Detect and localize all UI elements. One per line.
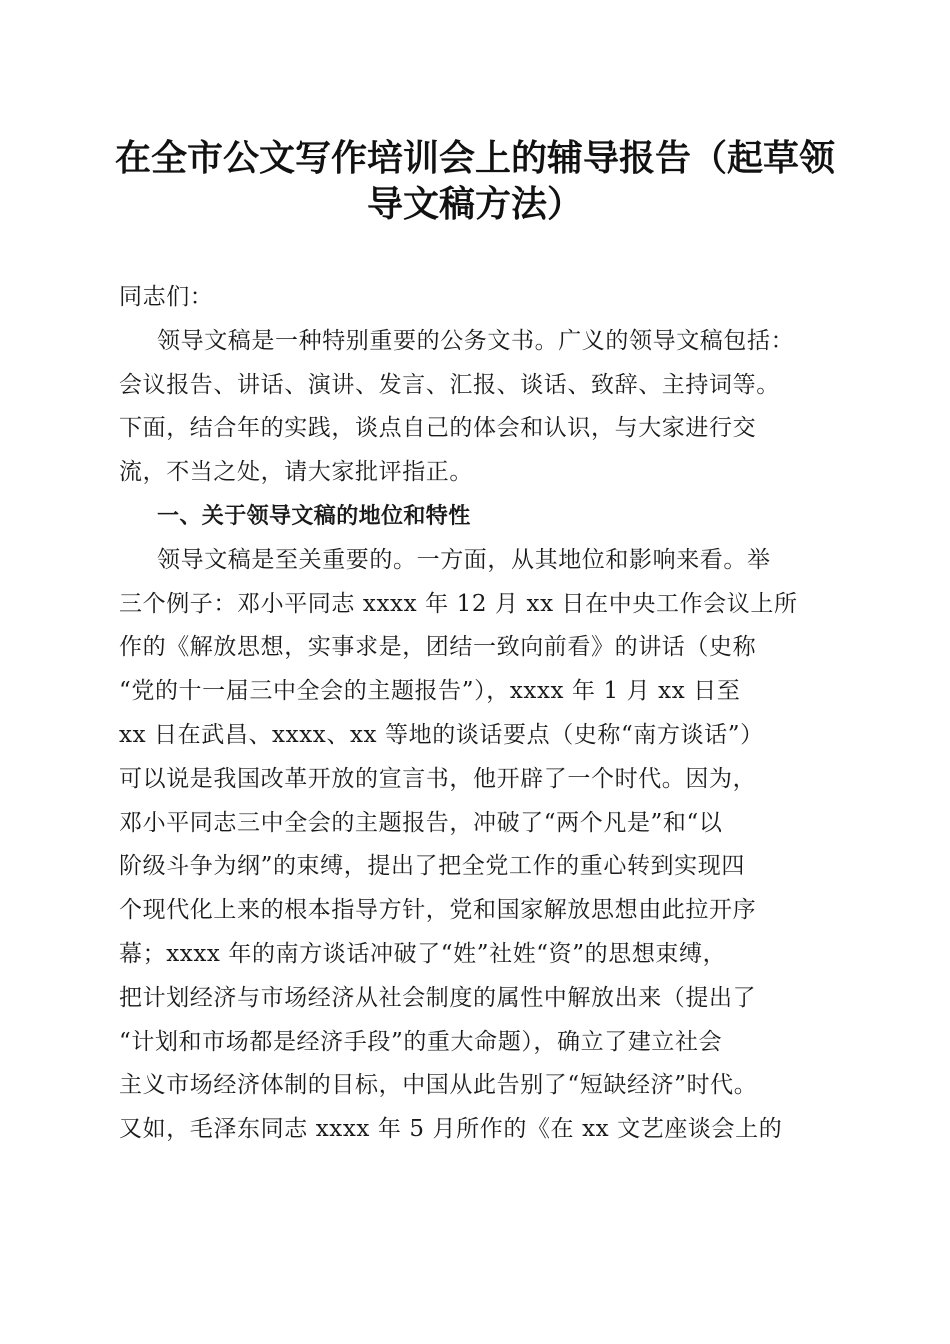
salutation: 同志们： [119,284,214,310]
section-heading: 一、关于领导文稿的地位和特性 [157,503,471,529]
paragraph-line: 幕；xxxx 年的南方谈话冲破了“姓”社姓“资”的思想束缚， [119,940,727,967]
paragraph-line: “计划和市场都是经济手段”的重大命题），确立了建立社会 [119,1028,723,1055]
title-line: 在全市公文写作培训会上的辅导报告（起草领 [114,137,835,179]
paragraph-line: 主义市场经济体制的目标，中国从此告别了“短缺经济”时代。 [119,1072,758,1099]
paragraph-line: 领导文稿是至关重要的。一方面，从其地位和影响来看。举 [157,546,771,573]
paragraph-line: 阶级斗争为纲”的束缚，提出了把全党工作的重心转到实现四 [119,853,745,880]
document-body [119,276,841,1152]
paragraph-line: 邓小平同志三中全会的主题报告，冲破了“两个凡是”和“以 [119,809,723,836]
paragraph-line: 三个例子：邓小平同志 xxxx 年 12 月 xx 日在中央工作会议上所 [119,590,798,617]
paragraph-line: 可以说是我国改革开放的宣言书，他开辟了一个时代。因为， [119,765,757,792]
paragraph-line: xx 日在武昌、xxxx、xx 等地的谈话要点（史称“南方谈话”） [119,721,764,748]
paragraph-line: 作的《解放思想，实事求是，团结一致向前看》的讲话（史称 [119,634,757,661]
paragraph-line: 把计划经济与市场经济从社会制度的属性中解放出来（提出了 [119,984,757,1011]
paragraph-line: 又如，毛泽东同志 xxxx 年 5 月所作的《在 xx 文艺座谈会上的 [119,1116,783,1143]
paragraph-line: 流，不当之处，请大家批评指正。 [119,459,473,486]
paragraph-line: “党的十一届三中全会的主题报告”），xxxx 年 1 月 xx 日至 [119,678,741,705]
paragraph-line: 领导文稿是一种特别重要的公务文书。广义的领导文稿包括： [157,327,795,354]
document-title [80,135,870,227]
paragraph-line: 会议报告、讲话、演讲、发言、汇报、谈话、致辞、主持词等。 [119,371,780,398]
paragraph-line: 下面，结合年的实践，谈点自己的体会和认识，与大家进行交 [119,415,757,442]
title-line: 导文稿方法） [366,183,583,225]
paragraph-line: 个现代化上来的根本指导方针，党和国家解放思想由此拉开序 [119,897,757,924]
